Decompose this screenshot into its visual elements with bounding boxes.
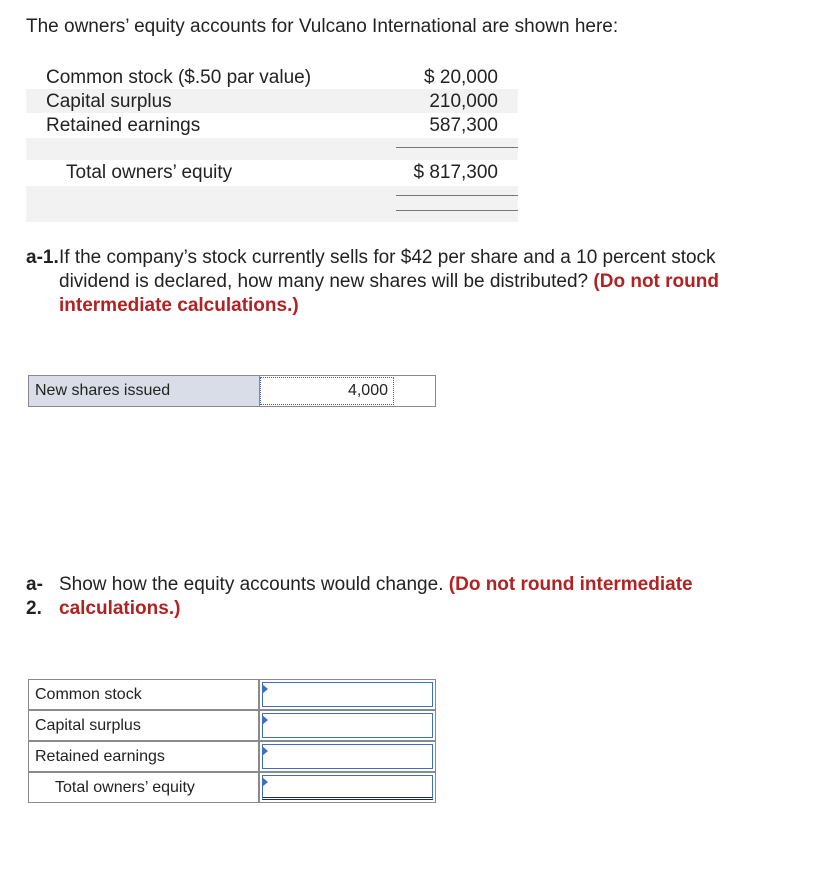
input-marker-icon (262, 684, 268, 694)
new-shares-label-cell (28, 375, 260, 407)
question-text-plain: Show how the equity accounts would change. (59, 574, 444, 595)
retained-earnings-input[interactable] (262, 744, 433, 769)
intro-text: The owners’ equity accounts for Vulcano International are shown here: (26, 16, 619, 37)
input-marker-icon (262, 777, 268, 787)
equity-amount: 210,000 (429, 91, 498, 112)
question-number: a-1. (26, 247, 59, 268)
input-cell (259, 710, 436, 741)
question-line: If the company’s stock currently sells for $42 per share and a 10 percent stock (59, 247, 716, 268)
equity-label: Common stock ($.50 par value) (46, 67, 312, 88)
input-marker-icon (262, 715, 268, 725)
equity-row-total (26, 160, 518, 184)
input-cell (259, 741, 436, 772)
question-text (59, 573, 693, 621)
question-a1 (26, 246, 806, 318)
equity-row-retained-earnings (26, 113, 518, 137)
question-line (59, 573, 693, 597)
equity-spacer-row (26, 186, 518, 222)
equity-amount: $ 20,000 (424, 67, 498, 88)
question-number-line: 2. (26, 598, 42, 619)
instruction-text: calculations.) (59, 598, 181, 619)
row-label-cell (28, 772, 259, 803)
row-label-cell (28, 710, 259, 741)
equity-row-capital-surplus (26, 89, 518, 113)
equity-label: Capital surplus (46, 91, 172, 112)
question-line (59, 270, 719, 294)
question-text-plain: dividend is declared, how many new shares will be distributed? (59, 271, 589, 292)
instruction-text: (Do not round (593, 271, 719, 292)
row-total-owners-equity (28, 772, 436, 803)
row-label: Total owners’ equity (55, 779, 195, 796)
total-owners-equity-input[interactable] (262, 775, 433, 800)
question-a2 (26, 573, 806, 623)
double-rule-top (396, 195, 518, 196)
capital-surplus-input[interactable] (262, 713, 433, 738)
common-stock-input[interactable] (262, 682, 433, 707)
equity-row-common-stock (26, 65, 518, 89)
input-cell (259, 772, 436, 803)
instruction-text: (Do not round intermediate (448, 574, 693, 595)
new-shares-value[interactable]: 4,000 (260, 377, 394, 405)
question-text (59, 246, 719, 318)
equity-total-label: Total owners’ equity (66, 162, 233, 183)
row-retained-earnings (28, 741, 436, 772)
row-label-cell (28, 679, 259, 710)
row-label: Retained earnings (35, 748, 165, 765)
row-label-cell (28, 741, 259, 772)
row-common-stock (28, 679, 436, 710)
double-rule-bottom (396, 210, 518, 211)
new-shares-label: New shares issued (35, 382, 171, 399)
equity-label: Retained earnings (46, 115, 201, 136)
equity-total-amount: $ 817,300 (413, 162, 498, 183)
row-label: Capital surplus (35, 717, 141, 734)
row-label: Common stock (35, 686, 142, 703)
question-number (26, 573, 43, 621)
equity-spacer-row (26, 138, 518, 160)
question-number-line: a- (26, 574, 43, 595)
row-capital-surplus (28, 710, 436, 741)
instruction-text: intermediate calculations.) (59, 295, 299, 316)
subtotal-rule (396, 147, 518, 148)
input-cell (259, 679, 436, 710)
input-marker-icon (262, 746, 268, 756)
equity-amount: 587,300 (429, 115, 498, 136)
